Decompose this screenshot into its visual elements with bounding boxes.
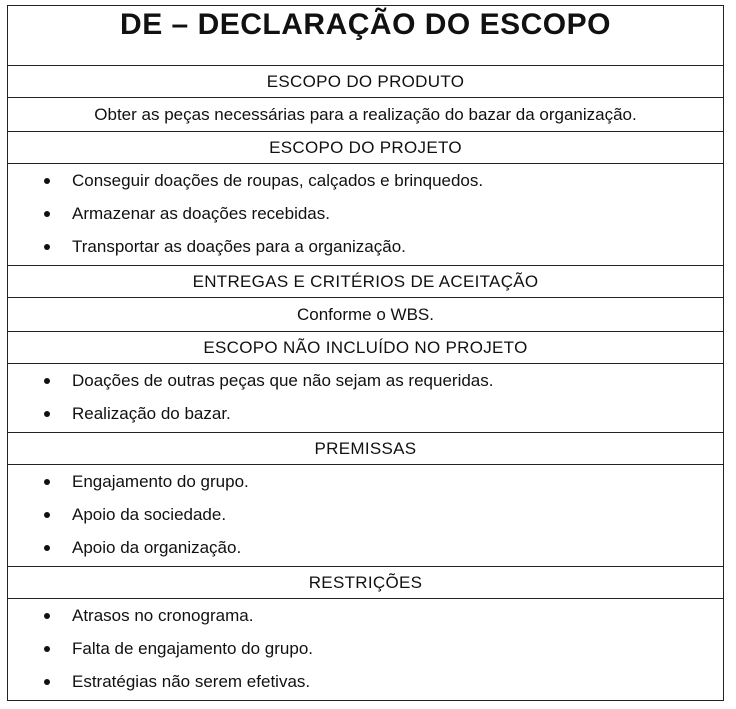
list-item-text: Falta de engajamento do grupo. <box>72 639 314 658</box>
section-heading-nao-incluido: ESCOPO NÃO INCLUÍDO NO PROJETO <box>8 331 723 363</box>
bullet-icon <box>44 512 50 518</box>
entregas-text: Conforme o WBS. <box>8 297 723 331</box>
nao-incluido-list-container <box>8 363 723 432</box>
bullet-icon <box>44 545 50 551</box>
list-item-text: Armazenar as doações recebidas. <box>72 204 330 223</box>
list-item <box>8 397 723 430</box>
bullet-icon <box>44 378 50 384</box>
bullet-icon <box>44 646 50 652</box>
nao-incluido-list <box>8 364 723 430</box>
list-item <box>8 599 723 632</box>
document-title: DE – DECLARAÇÃO DO ESCOPO <box>120 7 611 41</box>
list-item-text: Estratégias não serem efetivas. <box>72 672 311 691</box>
list-item <box>8 197 723 230</box>
list-item <box>8 230 723 263</box>
list-item-text: Apoio da organização. <box>72 538 242 557</box>
list-item-text: Atrasos no cronograma. <box>72 606 254 625</box>
restricoes-list-container <box>8 598 723 700</box>
list-item <box>8 498 723 531</box>
bullet-icon <box>44 411 50 417</box>
list-item <box>8 465 723 498</box>
section-heading-escopo-projeto: ESCOPO DO PROJETO <box>8 131 723 163</box>
list-item <box>8 632 723 665</box>
escopo-projeto-list-container <box>8 163 723 265</box>
bullet-icon <box>44 211 50 217</box>
premissas-list <box>8 465 723 564</box>
scope-declaration-table <box>7 5 724 701</box>
section-heading-entregas: ENTREGAS E CRITÉRIOS DE ACEITAÇÃO <box>8 265 723 297</box>
section-heading-restricoes: RESTRIÇÕES <box>8 566 723 598</box>
premissas-list-container <box>8 464 723 566</box>
escopo-produto-text: Obter as peças necessárias para a realização do bazar da organização. <box>8 97 723 131</box>
restricoes-list <box>8 599 723 698</box>
list-item <box>8 164 723 197</box>
bullet-icon <box>44 613 50 619</box>
bullet-icon <box>44 479 50 485</box>
list-item-text: Engajamento do grupo. <box>72 472 249 491</box>
list-item <box>8 364 723 397</box>
list-item <box>8 665 723 698</box>
list-item-text: Transportar as doações para a organização. <box>72 237 406 256</box>
list-item-text: Doações de outras peças que não sejam as requeridas. <box>72 371 494 390</box>
bullet-icon <box>44 679 50 685</box>
bullet-icon <box>44 178 50 184</box>
section-heading-premissas: PREMISSAS <box>8 432 723 464</box>
list-item-text: Conseguir doações de roupas, calçados e brinquedos. <box>72 171 484 190</box>
section-heading-escopo-produto: ESCOPO DO PRODUTO <box>8 65 723 97</box>
list-item <box>8 531 723 564</box>
escopo-projeto-list <box>8 164 723 263</box>
list-item-text: Realização do bazar. <box>72 404 231 423</box>
bullet-icon <box>44 244 50 250</box>
list-item-text: Apoio da sociedade. <box>72 505 227 524</box>
